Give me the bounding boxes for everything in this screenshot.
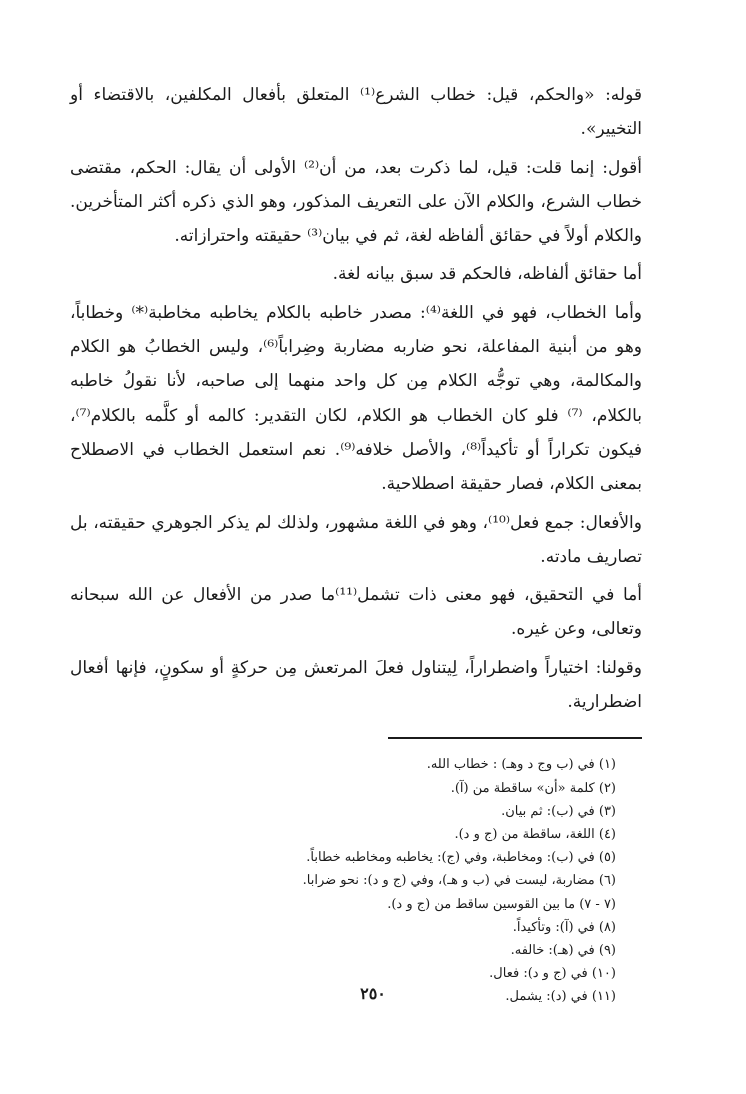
paragraph-4: وأما الخطاب، فهو في اللغة⁽⁴⁾: مصدر خاطبه بالكلام يخاطبه مخاطبة⁽*⁾ وخطاباً، وهو من أبنية المفاعلة، نحو ضاربه مضاربة وضِراباً⁽⁶⁾، وليس الخطابُ هو الكلام والمكالمة، وهي توجُّه الكلام مِن كل واحد منهما إلى صاحبه، لأنا نقولُ خاطبه بالكلام، ⁽⁷⁾ فلو كان الخطاب هو الكلام، لكان التقدير: كالمه أو كلَّمه بالكلام⁽⁷⁾، فيكون تكراراً أو تأكيداً⁽⁸⁾، والأصل خلافه⁽⁹⁾. نعم استعمل الخطاب في الاصطلاح بمعنى الكلام، فصار حقيقة اصطلاحية. (70, 302, 643, 495)
document-page (70, 78, 642, 1009)
footnote: (٥) في (ب): ومخاطبة، وفي (ج): يخاطبه ومخاطبه خطاباً. (306, 850, 616, 866)
footnote: (٧ - ٧) ما بين القوسين ساقط من (ج و د). (387, 896, 616, 912)
paragraph-5: والأفعال: جمع فعل⁽¹⁰⁾، وهو في اللغة مشهور، ولذلك لم يذكر الجوهري حقيقته، بل تصاريف مادته. (70, 512, 642, 567)
footnote: (١١) في (د): يشمل. (505, 989, 616, 1005)
footnotes (70, 753, 642, 1008)
page-number: ٢٥٠ (360, 984, 386, 1003)
main-text (70, 78, 642, 719)
footnote: (١) في (ب وج د وهـ) : خطاب الله. (426, 757, 616, 773)
footnote: (٤) اللغة، ساقطة من (ج و د). (454, 826, 616, 842)
footnote: (٢) كلمة «أن» ساقطة من (آ). (450, 780, 616, 796)
footnote-divider-wrap (70, 723, 642, 753)
footnote: (٣) في (ب): ثم بيان. (501, 803, 616, 819)
paragraph-3: أما حقائق ألفاظه، فالحكم قد سبق بيانه لغة. (332, 264, 642, 285)
footnote: (٨) في (آ): وتأكيداً. (512, 919, 616, 935)
footnote: (٦) مضاربة، ليست في (ب و هـ)، وفي (ج و د): نحو ضرابا. (302, 873, 616, 889)
footnote: (٩) في (هـ): خالفه. (510, 942, 616, 958)
footnote-divider (388, 737, 642, 739)
paragraph-6: أما في التحقيق، فهو معنى ذات تشمل⁽¹¹⁾ما صدر من الأفعال عن الله سبحانه وتعالى، وعن غيره. (70, 585, 642, 640)
paragraph-7: وقولنا: اختياراً واضطراراً، لِيتناول فعلَ المرتعش مِن حركةٍ أو سكونٍ، فإنها أفعال اضطرارية. (70, 657, 642, 713)
paragraph-1: قوله: «والحكم، قيل: خطاب الشرع⁽¹⁾ المتعلق بأفعال المكلفين، بالاقتضاء أو التخيير». (70, 85, 643, 140)
paragraph-2: أقول: إنما قلت: قيل، لما ذكرت بعد، من أن⁽²⁾ الأولى أن يقال: الحكم، مقتضى خطاب الشرع، والكلام الآن على التعريف المذكور، وهو الذي ذكره أكثر المتأخرين. والكلام أولاً في حقائق ألفاظه لغة، ثم في بيان⁽³⁾ حقيقته واحترازاته. (70, 157, 642, 247)
footnote: (١٠) في (ج و د): فعال. (489, 966, 616, 982)
